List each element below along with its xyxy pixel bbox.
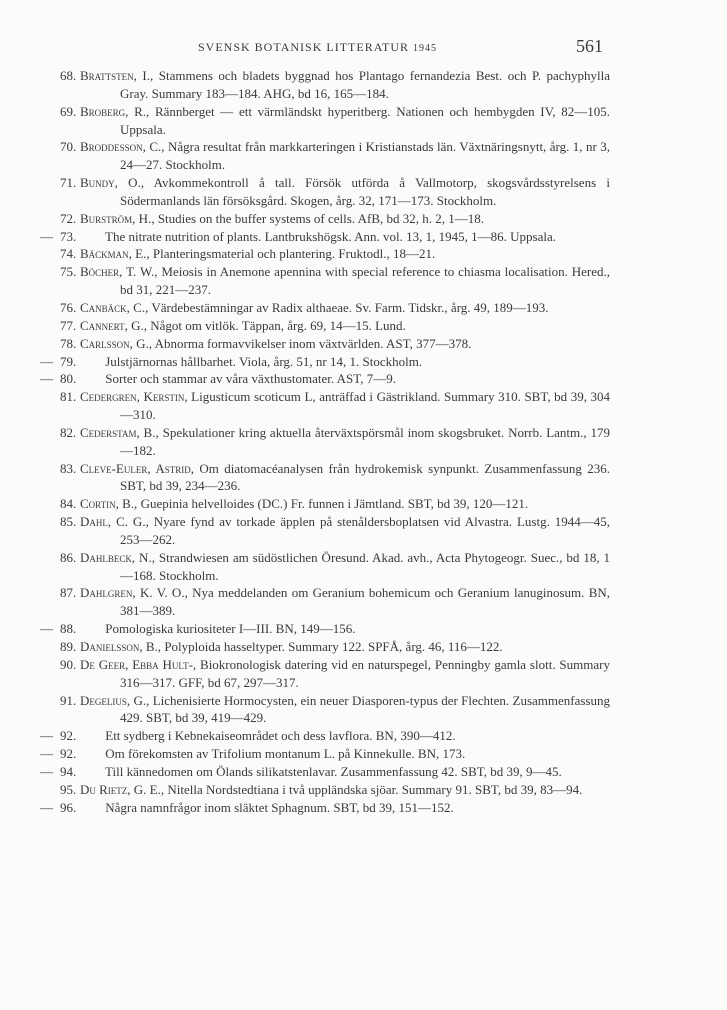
entry-citation: Om diatomacéanalysen från hydrokemisk synpunkt. Zusammenfassung 236. SBT, bd 39, 234—236. (120, 460, 610, 494)
bibliography-entry (0, 174, 727, 210)
ditto-dash: — (40, 353, 53, 369)
entry-citation: Något om vitlök. Täppan, årg. 69, 14—15. Lund. (147, 317, 406, 333)
bibliography-entry (0, 656, 727, 692)
bibliography-entry (0, 638, 727, 656)
entry-number: 87. (60, 585, 77, 601)
entry-author: Bundy, O., (80, 175, 145, 191)
entry-number: 78. (60, 335, 77, 351)
entry-body (80, 299, 610, 317)
bibliography-entry (0, 745, 727, 763)
entry-number: 83. (60, 460, 77, 476)
entry-author: De Geer, Ebba Hult-, (80, 656, 197, 672)
entry-number: 88. (60, 621, 77, 637)
entry-body (80, 103, 610, 139)
entry-citation: Några namnfrågor inom släktet Sphagnum. SBT, bd 39, 151—152. (102, 799, 454, 815)
entry-citation: Sorter och stammar av våra växthustomater. AST, 7—9. (102, 371, 396, 387)
bibliography-entry (0, 763, 727, 781)
entry-author: Cleve-Euler, Astrid, (80, 460, 194, 476)
entry-number: 76. (60, 299, 77, 315)
entry-body (80, 638, 610, 656)
ditto-dash: — (40, 799, 53, 815)
entry-author: Carlsson, G., (80, 335, 153, 351)
bibliography-entry (0, 460, 727, 496)
entry-number: 85. (60, 514, 77, 530)
bibliography-entry (0, 584, 727, 620)
entry-citation: Pomologiska kuriositeter I—III. BN, 149—156. (102, 621, 356, 637)
bibliography-entry (0, 299, 727, 317)
running-title (198, 40, 437, 55)
entry-number: 89. (60, 639, 77, 654)
bibliography-entry (0, 335, 727, 353)
entry-citation: Några resultat från markkarteringen i Kristianstads län. Växtnäringsnytt, årg. 1, nr 3, 24—27. Stockholm. (120, 139, 610, 173)
bibliography-entry (0, 692, 727, 728)
page-number: 561 (576, 36, 603, 56)
entry-author: Cedergren, Kerstin, (80, 389, 188, 405)
entry-citation: The nitrate nutrition of plants. Lantbrukshögsk. Ann. vol. 13, 1, 1945, 1—86. Uppsala. (102, 228, 556, 244)
entry-body (80, 424, 610, 460)
entry-citation: Meiosis in Anemone apennina with special reference to chiasma localisation. Hered., bd 31, 221—237. (120, 264, 610, 298)
bibliography-entry (0, 245, 727, 263)
entry-number: 86. (60, 549, 77, 565)
entry-number: 69. (60, 103, 77, 119)
entry-citation: Guepinia helvelloides (DC.) Fr. funnen i Jämtland. SBT, bd 39, 120—121. (137, 496, 529, 512)
ditto-dash: — (40, 371, 53, 387)
entry-number: 94. (60, 763, 77, 779)
bibliography-entry (0, 263, 727, 299)
entry-number: 81. (60, 389, 77, 405)
entry-number: 74. (60, 246, 77, 262)
bibliography-entry (0, 424, 727, 460)
ditto-dash: — (40, 621, 53, 637)
running-title-text: SVENSK BOTANISK LITTERATUR (198, 40, 410, 54)
entry-citation: Om förekomsten av Trifolium montanum L. på Kinnekulle. BN, 173. (102, 746, 466, 762)
entry-body (80, 317, 610, 335)
entry-body (80, 335, 610, 353)
entry-citation: Studies on the buffer systems of cells. AfB, bd 32, h. 2, 1—18. (154, 210, 485, 226)
entry-number: 92. (60, 746, 77, 762)
entry-author: Danielsson, B., (80, 639, 162, 654)
entry-author: Dahl, C. G., (80, 514, 149, 530)
entry-citation: Spekulationer kring aktuella återväxtspörsmål inom skogsbruket. Norrb. Lantm., 179—182. (120, 424, 610, 458)
entry-citation: Till kännedomen om Ölands silikatstenlavar. Zusammenfassung 42. SBT, bd 39, 9—45. (102, 763, 562, 779)
entry-author: Böcher, T. W., (80, 264, 158, 280)
bibliography-entry (0, 727, 727, 745)
entry-citation: Biokronologisk datering vid en naturspegel, Penningby gamla slott. Summary 316—317. GFF, bd 67, 297—317. (120, 656, 610, 690)
entry-body (80, 584, 610, 620)
entry-body (80, 210, 610, 228)
entry-author: Bäckman, E., (80, 246, 150, 262)
entry-body (80, 388, 610, 424)
entry-citation: Julstjärnornas hållbarhet. Viola, årg. 51, nr 14, 1. Stockholm. (102, 353, 423, 369)
entry-author: Degelius, G., (80, 692, 150, 708)
entry-citation: Stammens och bladets byggnad hos Plantago fernandezia Best. och P. pachyphylla Gray. Summary 183—184. AHG, bd 16, 165—184. (120, 68, 611, 101)
running-title-year: 1945 (413, 43, 438, 54)
entry-citation: Nya meddelanden om Geranium bohemicum och Geranium lanuginosum. BN, 381—389. (120, 585, 611, 619)
running-header (0, 36, 727, 58)
bibliography-entry (0, 103, 727, 139)
entry-author: Dahlbeck, N., (80, 549, 155, 565)
entry-number: 96. (60, 799, 77, 815)
entry-citation: Strandwiesen am südöstlichen Öresund. Akad. avh., Acta Phytogeogr. Suec., bd 18, 1—168. Stockholm. (120, 549, 610, 583)
entry-body (80, 460, 610, 496)
entry-number: 75. (60, 264, 77, 280)
bibliography-entry (0, 228, 727, 246)
bibliography-entry (0, 353, 727, 371)
entry-body (80, 174, 610, 210)
entry-body (80, 138, 610, 174)
entry-body (80, 656, 610, 692)
entry-author: Burström, H., (80, 210, 155, 226)
entry-body (80, 781, 610, 799)
entry-number: 73. (60, 228, 77, 244)
entry-author: Broddesson, C., (80, 139, 165, 155)
entry-citation: Planteringsmaterial och plantering. Fruktodl., 18—21. (149, 246, 436, 262)
entry-body (80, 67, 610, 103)
entry-number: 95. (60, 781, 77, 797)
entry-citation: Nyare fynd av torkade äpplen på stenåldersboplatsen vid Alvastra. Lustg. 1944—45, 253—262. (120, 514, 610, 547)
entry-citation: Rännberget — ett värmländskt hyperitberg. Nationen och hembygden IV, 82—105. Uppsala. (120, 103, 610, 137)
entry-body (80, 245, 610, 263)
entry-number: 82. (60, 424, 77, 440)
bibliography-entry (0, 620, 727, 638)
bibliography-entry (0, 799, 727, 817)
entry-number: 70. (60, 139, 77, 155)
entry-number: 91. (60, 692, 77, 708)
entry-citation: Värdebestämningar av Radix althaeae. Sv. Farm. Tidskr., årg. 49, 189—193. (148, 299, 549, 315)
entry-number: 84. (60, 496, 77, 512)
entry-author: Du Rietz, G. E., (80, 781, 165, 797)
entry-author: Dahlgren, K. V. O., (80, 585, 188, 601)
entry-number: 72. (60, 210, 77, 226)
entry-citation: Lichenisierte Hormocysten, ein neuer Diasporen-typus der Flechten. Zusammenfassung 429. SBT, bd 39, 419—429. (120, 692, 610, 726)
bibliography-list (0, 67, 727, 816)
entry-body (80, 513, 610, 549)
bibliography-entry (0, 781, 727, 799)
entry-body (80, 549, 610, 585)
entry-body (80, 692, 610, 728)
entry-author: Cortin, B., (80, 496, 138, 512)
entry-number: 79. (60, 353, 77, 369)
entry-author: Broberg, R., (80, 103, 150, 119)
ditto-dash: — (40, 728, 53, 744)
entry-citation: Avkommekontroll å tall. Försök utförda å Vallmotorp, skogsvårdsstyrelsens i Södermanlands län försöksgård. Skogen, årg. 32, 171—173. Stockholm. (120, 175, 610, 208)
entry-number: 77. (60, 317, 77, 333)
ditto-dash: — (40, 763, 53, 779)
bibliography-entry (0, 67, 727, 103)
bibliography-entry (0, 513, 727, 549)
ditto-dash: — (40, 746, 53, 762)
entry-number: 71. (60, 175, 77, 191)
entry-body (40, 763, 610, 781)
bibliography-entry (0, 549, 727, 585)
entry-number: 90. (60, 656, 77, 672)
bibliography-entry (0, 388, 727, 424)
entry-author: Cederstam, B., (80, 424, 159, 440)
bibliography-entry (0, 138, 727, 174)
entry-citation: Polyploida hasseltyper. Summary 122. SPFÅ, årg. 46, 116—122. (161, 639, 503, 654)
entry-citation: Ett sydberg i Kebnekaiseområdet och dess lavflora. BN, 390—412. (102, 728, 456, 744)
entry-number: 92. (60, 728, 77, 744)
entry-body (80, 263, 610, 299)
entry-body (80, 495, 610, 513)
ditto-dash: — (40, 228, 53, 244)
bibliography-entry (0, 495, 727, 513)
entry-citation: Nitella Nordstedtiana i två uppländska sjöar. Summary 91. SBT, bd 39, 83—94. (164, 781, 583, 797)
bibliography-entry (0, 210, 727, 228)
entry-author: Cannert, G., (80, 317, 148, 333)
bibliography-entry (0, 317, 727, 335)
entry-author: Brattsten, I., (80, 68, 154, 83)
bibliography-entry (0, 370, 727, 388)
entry-citation: Abnorma formavvikelser inom växtvärlden. AST, 377—378. (152, 335, 472, 351)
entry-number: 68. (60, 68, 77, 83)
entry-number: 80. (60, 371, 77, 387)
entry-author: Canbäck, C., (80, 299, 149, 315)
entry-citation: Ligusticum scoticum L, anträffad i Gästrikland. Summary 310. SBT, bd 39, 304—310. (120, 389, 610, 423)
